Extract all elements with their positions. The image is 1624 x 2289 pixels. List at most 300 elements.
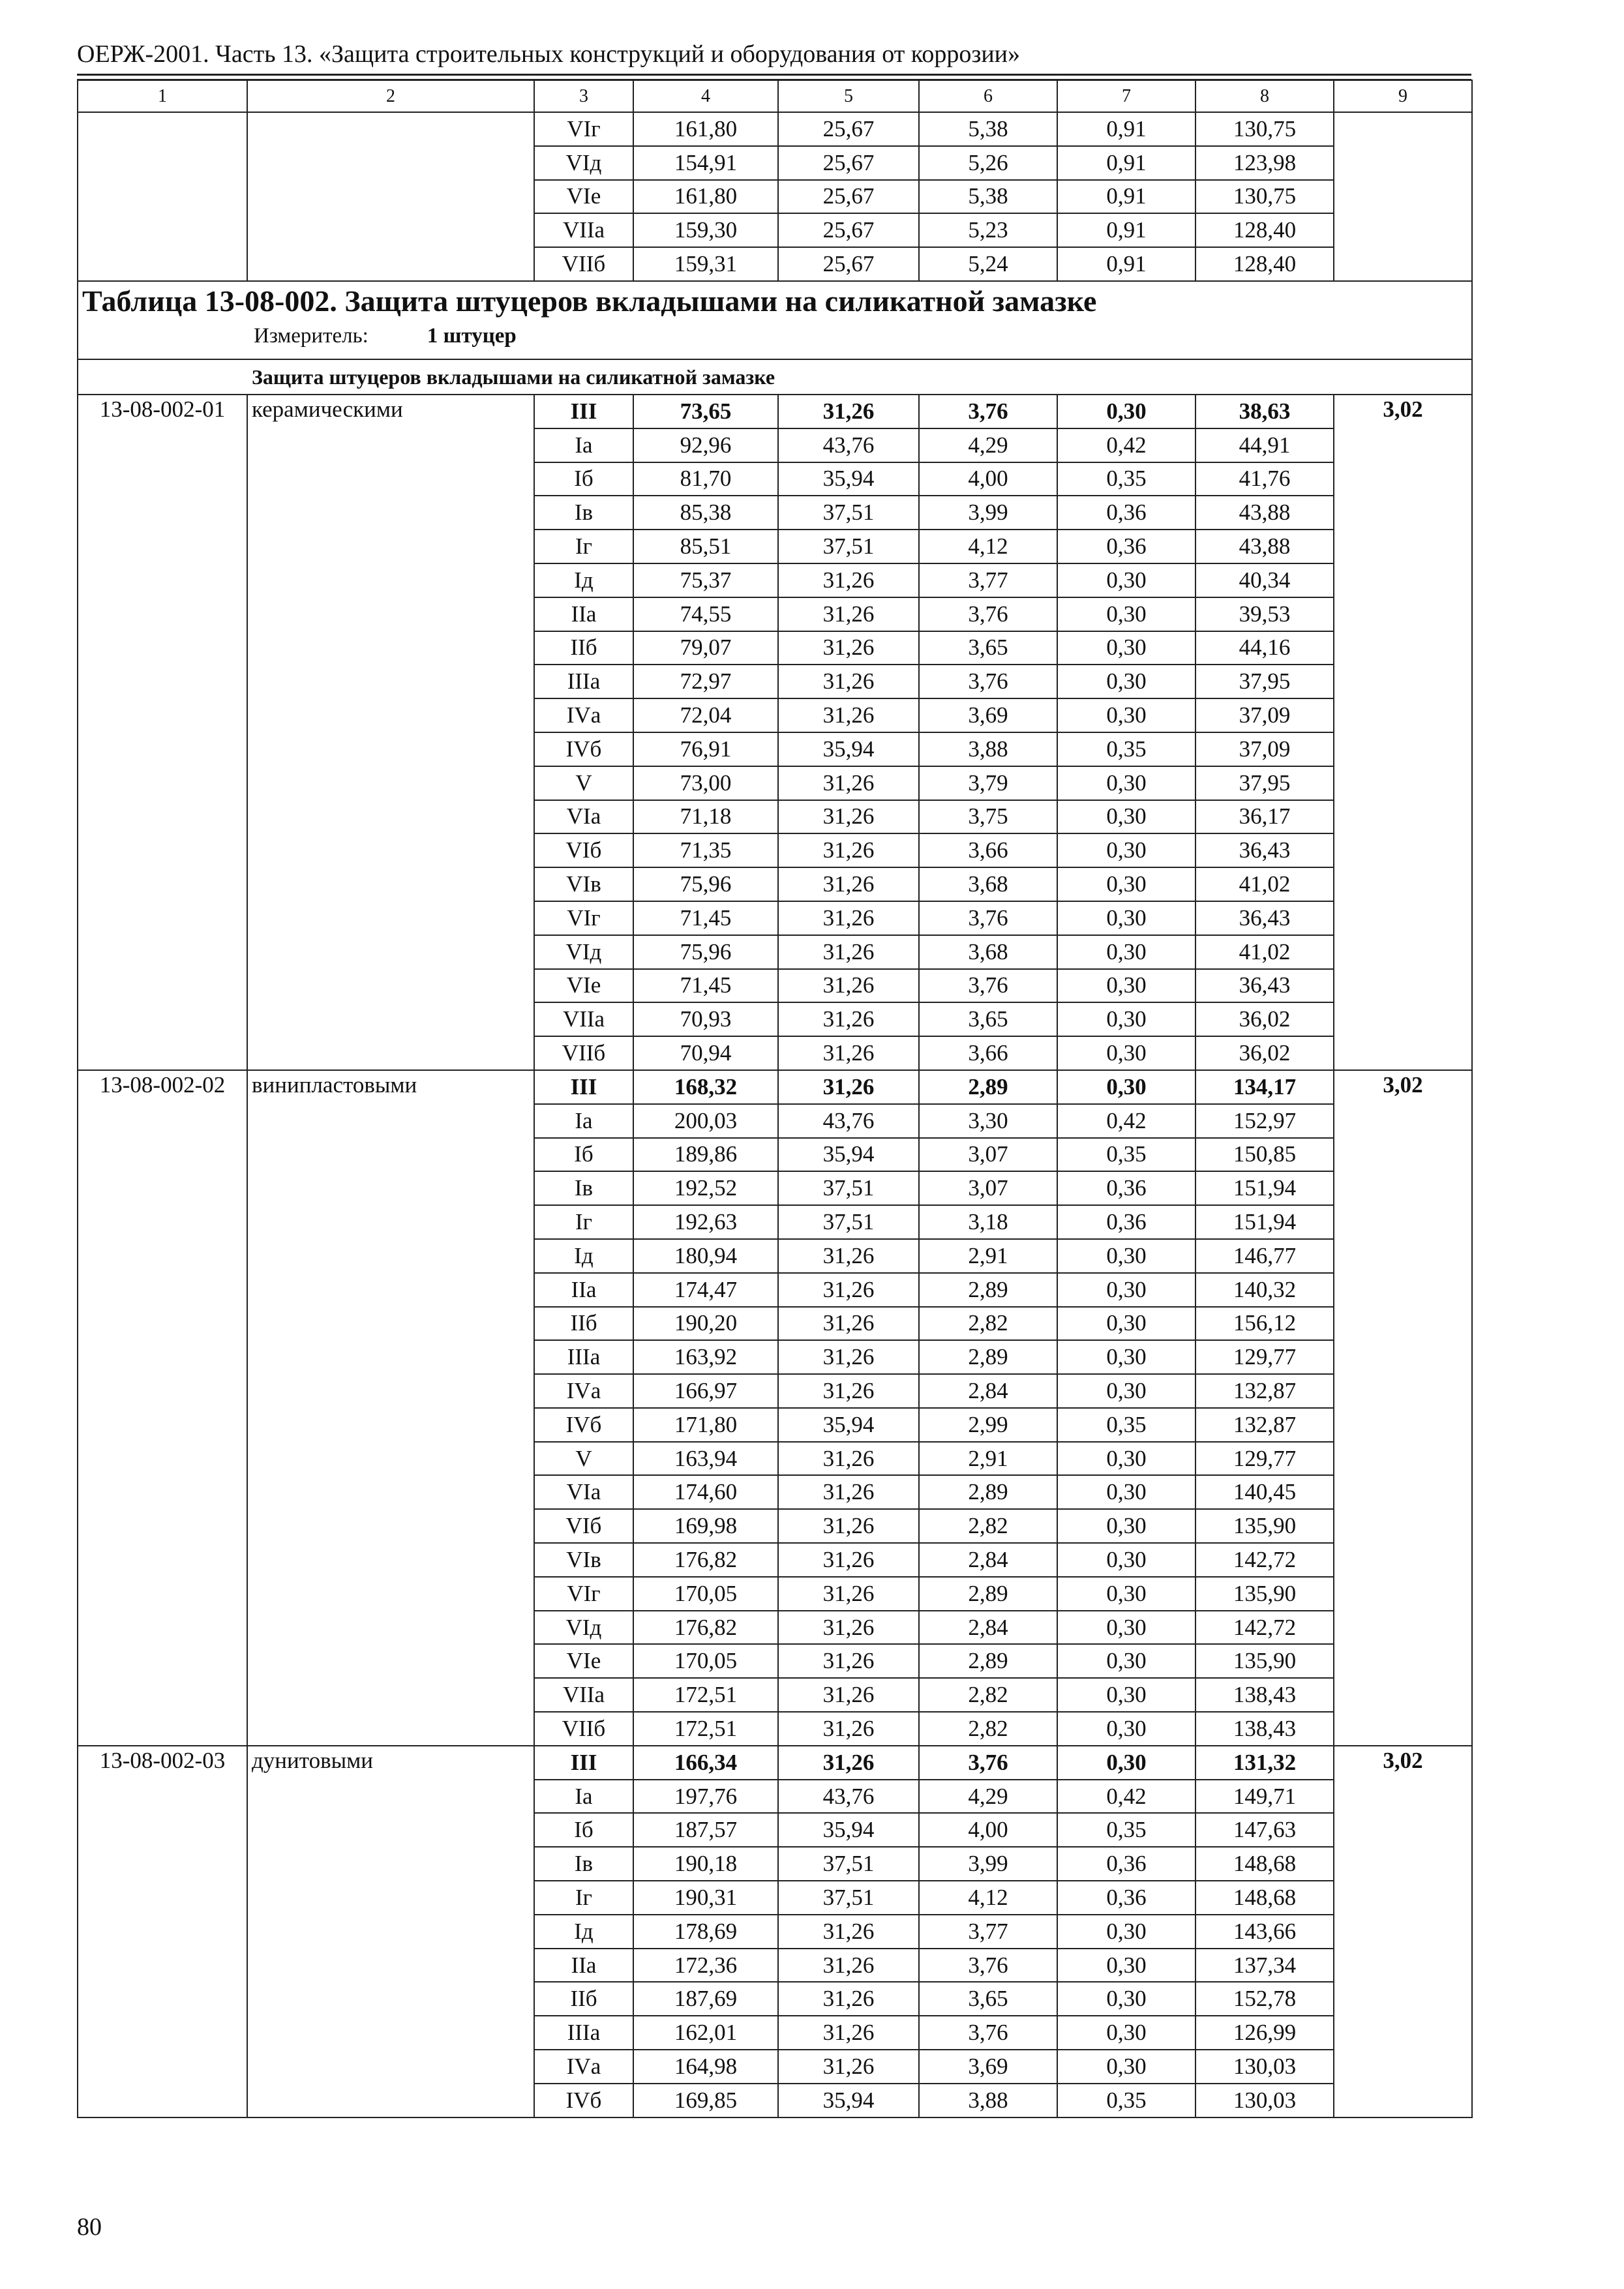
zone-cell: Iб: [534, 1813, 633, 1847]
value-cell: 130,03: [1195, 2050, 1334, 2084]
value-cell: 0,30: [1057, 1915, 1195, 1949]
value-cell: 0,30: [1057, 1611, 1195, 1645]
value-cell: 75,96: [633, 867, 778, 901]
value-cell: 172,51: [633, 1678, 778, 1712]
zone-cell: VIе: [534, 969, 633, 1003]
value-cell: 0,36: [1057, 530, 1195, 563]
value-cell: 142,72: [1195, 1543, 1334, 1577]
value-cell: 0,91: [1057, 146, 1195, 180]
value-cell: 31,26: [778, 1543, 919, 1577]
table-row: [78, 1070, 1472, 1104]
value-cell: 168,32: [633, 1070, 778, 1104]
value-cell: 0,30: [1057, 1273, 1195, 1307]
value-cell: 37,09: [1195, 732, 1334, 766]
value-cell: 35,94: [778, 1408, 919, 1442]
value-cell: 37,51: [778, 496, 919, 530]
value-cell: 174,47: [633, 1273, 778, 1307]
zone-cell: VIг: [534, 112, 633, 146]
value-cell: 0,35: [1057, 2084, 1195, 2117]
value-cell: 3,88: [919, 732, 1057, 766]
value-cell: 123,98: [1195, 146, 1334, 180]
value-cell: 31,26: [778, 1036, 919, 1070]
value-cell: 163,92: [633, 1340, 778, 1374]
table-body: [78, 80, 1472, 2117]
value-cell: 73,65: [633, 395, 778, 428]
value-cell: 3,99: [919, 1847, 1057, 1881]
value-cell: 163,94: [633, 1442, 778, 1476]
value-cell: 164,98: [633, 2050, 778, 2084]
zone-cell: Iв: [534, 496, 633, 530]
value-cell: 5,26: [919, 146, 1057, 180]
value-cell: 0,42: [1057, 1104, 1195, 1138]
value-cell: 3,68: [919, 935, 1057, 969]
zone-cell: IIа: [534, 1949, 633, 1982]
value-cell: 31,26: [778, 1239, 919, 1273]
zone-cell: VIд: [534, 146, 633, 180]
value-cell: 176,82: [633, 1611, 778, 1645]
value-cell: 137,34: [1195, 1949, 1334, 1982]
value-cell: 0,30: [1057, 1442, 1195, 1476]
zone-cell: Iг: [534, 1205, 633, 1239]
rate-name: керамическими: [247, 395, 534, 1070]
zone-cell: VIе: [534, 1644, 633, 1678]
value-cell: 31,26: [778, 1915, 919, 1949]
table-title-row: [78, 281, 1472, 359]
value-cell: 138,43: [1195, 1712, 1334, 1746]
value-cell: 135,90: [1195, 1509, 1334, 1543]
value-cell: 3,76: [919, 1949, 1057, 1982]
value-cell: 134,17: [1195, 1070, 1334, 1104]
value-cell: 161,80: [633, 112, 778, 146]
value-cell: 0,30: [1057, 1678, 1195, 1712]
meter-unit: 1 штуцер: [427, 323, 517, 348]
value-cell: 131,32: [1195, 1746, 1334, 1780]
value-cell: 140,45: [1195, 1475, 1334, 1509]
value-cell: 130,75: [1195, 112, 1334, 146]
value-cell: 85,38: [633, 496, 778, 530]
value-cell: 36,02: [1195, 1002, 1334, 1036]
value-cell: 147,63: [1195, 1813, 1334, 1847]
value-cell: 4,00: [919, 1813, 1057, 1847]
zone-cell: Iд: [534, 1239, 633, 1273]
value-cell: 3,79: [919, 766, 1057, 800]
value-cell: 3,18: [919, 1205, 1057, 1239]
value-cell: 3,76: [919, 597, 1057, 631]
value-cell: 3,65: [919, 631, 1057, 665]
running-header: ОЕРЖ-2001. Часть 13. «Защита строительных конструкций и оборудования от коррозии»: [77, 40, 1021, 68]
zone-cell: VIIб: [534, 247, 633, 281]
value-cell: 43,88: [1195, 496, 1334, 530]
empty-col9-cell: [1334, 112, 1472, 281]
value-cell: 0,42: [1057, 1780, 1195, 1814]
value-cell: 31,26: [778, 1746, 919, 1780]
value-cell: 0,36: [1057, 1881, 1195, 1915]
col9-value: 3,02: [1334, 1746, 1472, 2117]
value-cell: 0,91: [1057, 112, 1195, 146]
value-cell: 2,82: [919, 1712, 1057, 1746]
value-cell: 72,97: [633, 665, 778, 698]
value-cell: 0,36: [1057, 1847, 1195, 1881]
value-cell: 149,71: [1195, 1780, 1334, 1814]
value-cell: 73,00: [633, 766, 778, 800]
zone-cell: VIг: [534, 901, 633, 935]
value-cell: 71,35: [633, 833, 778, 867]
value-cell: 44,91: [1195, 428, 1334, 462]
table-title: Таблица 13-08-002. Защита штуцеров вкладышами на силикатной замазке: [82, 284, 1097, 318]
value-cell: 37,51: [778, 1205, 919, 1239]
value-cell: 74,55: [633, 597, 778, 631]
value-cell: 0,35: [1057, 462, 1195, 496]
value-cell: 31,26: [778, 833, 919, 867]
value-cell: 0,30: [1057, 1070, 1195, 1104]
value-cell: 2,84: [919, 1611, 1057, 1645]
value-cell: 3,66: [919, 1036, 1057, 1070]
column-number-row: [78, 80, 1472, 112]
value-cell: 170,05: [633, 1577, 778, 1611]
value-cell: 3,68: [919, 867, 1057, 901]
value-cell: 31,26: [778, 901, 919, 935]
value-cell: 71,45: [633, 901, 778, 935]
value-cell: 0,30: [1057, 2016, 1195, 2050]
value-cell: 0,35: [1057, 1138, 1195, 1172]
value-cell: 0,30: [1057, 563, 1195, 597]
value-cell: 41,02: [1195, 935, 1334, 969]
zone-cell: VIIб: [534, 1036, 633, 1070]
zone-cell: V: [534, 766, 633, 800]
value-cell: 0,36: [1057, 496, 1195, 530]
value-cell: 143,66: [1195, 1915, 1334, 1949]
zone-cell: IVа: [534, 698, 633, 732]
value-cell: 36,43: [1195, 833, 1334, 867]
column-number: 8: [1195, 80, 1334, 112]
col9-value: 3,02: [1334, 1070, 1472, 1746]
value-cell: 0,30: [1057, 1475, 1195, 1509]
value-cell: 156,12: [1195, 1307, 1334, 1341]
zone-cell: V: [534, 1442, 633, 1476]
value-cell: 31,26: [778, 1273, 919, 1307]
value-cell: 3,30: [919, 1104, 1057, 1138]
value-cell: 31,26: [778, 800, 919, 834]
value-cell: 0,30: [1057, 1644, 1195, 1678]
value-cell: 75,96: [633, 935, 778, 969]
value-cell: 79,07: [633, 631, 778, 665]
value-cell: 4,12: [919, 530, 1057, 563]
value-cell: 0,30: [1057, 1036, 1195, 1070]
value-cell: 4,00: [919, 462, 1057, 496]
value-cell: 2,89: [919, 1577, 1057, 1611]
value-cell: 0,30: [1057, 800, 1195, 834]
zone-cell: Iв: [534, 1847, 633, 1881]
value-cell: 176,82: [633, 1543, 778, 1577]
value-cell: 148,68: [1195, 1881, 1334, 1915]
rate-name: дунитовыми: [247, 1746, 534, 2117]
value-cell: 31,26: [778, 1644, 919, 1678]
value-cell: 5,23: [919, 213, 1057, 247]
value-cell: 35,94: [778, 732, 919, 766]
value-cell: 31,26: [778, 867, 919, 901]
value-cell: 128,40: [1195, 247, 1334, 281]
value-cell: 31,26: [778, 1475, 919, 1509]
value-cell: 37,51: [778, 1171, 919, 1205]
value-cell: 135,90: [1195, 1577, 1334, 1611]
section-heading: Защита штуцеров вкладышами на силикатной замазке: [247, 359, 1472, 395]
value-cell: 43,76: [778, 428, 919, 462]
value-cell: 129,77: [1195, 1442, 1334, 1476]
value-cell: 31,26: [778, 1712, 919, 1746]
value-cell: 152,78: [1195, 1982, 1334, 2016]
zone-cell: IIб: [534, 631, 633, 665]
zone-cell: IVб: [534, 1408, 633, 1442]
meter-label: Измеритель:: [254, 323, 368, 348]
value-cell: 37,51: [778, 1881, 919, 1915]
value-cell: 3,76: [919, 969, 1057, 1003]
value-cell: 36,17: [1195, 800, 1334, 834]
zone-cell: Iд: [534, 563, 633, 597]
zone-cell: Iб: [534, 1138, 633, 1172]
value-cell: 2,99: [919, 1408, 1057, 1442]
value-cell: 3,99: [919, 496, 1057, 530]
value-cell: 3,75: [919, 800, 1057, 834]
value-cell: 0,35: [1057, 1813, 1195, 1847]
value-cell: 36,02: [1195, 1036, 1334, 1070]
value-cell: 174,60: [633, 1475, 778, 1509]
value-cell: 0,91: [1057, 180, 1195, 214]
value-cell: 3,76: [919, 2016, 1057, 2050]
zone-cell: IIб: [534, 1982, 633, 2016]
value-cell: 2,89: [919, 1273, 1057, 1307]
zone-cell: VIIа: [534, 213, 633, 247]
value-cell: 31,26: [778, 631, 919, 665]
value-cell: 180,94: [633, 1239, 778, 1273]
zone-cell: Iа: [534, 1780, 633, 1814]
value-cell: 31,26: [778, 969, 919, 1003]
value-cell: 3,66: [919, 833, 1057, 867]
value-cell: 140,32: [1195, 1273, 1334, 1307]
value-cell: 0,30: [1057, 833, 1195, 867]
value-cell: 135,90: [1195, 1644, 1334, 1678]
value-cell: 3,76: [919, 901, 1057, 935]
value-cell: 3,69: [919, 2050, 1057, 2084]
value-cell: 31,26: [778, 1442, 919, 1476]
value-cell: 75,37: [633, 563, 778, 597]
value-cell: 0,30: [1057, 1307, 1195, 1341]
value-cell: 31,26: [778, 1949, 919, 1982]
value-cell: 0,30: [1057, 1374, 1195, 1408]
value-cell: 187,57: [633, 1813, 778, 1847]
value-cell: 25,67: [778, 247, 919, 281]
value-cell: 71,45: [633, 969, 778, 1003]
value-cell: 37,51: [778, 1847, 919, 1881]
value-cell: 0,91: [1057, 213, 1195, 247]
value-cell: 148,68: [1195, 1847, 1334, 1881]
value-cell: 0,30: [1057, 395, 1195, 428]
value-cell: 171,80: [633, 1408, 778, 1442]
value-cell: 2,82: [919, 1678, 1057, 1712]
value-cell: 31,26: [778, 1509, 919, 1543]
value-cell: 25,67: [778, 146, 919, 180]
value-cell: 197,76: [633, 1780, 778, 1814]
value-cell: 0,30: [1057, 766, 1195, 800]
zone-cell: IVб: [534, 2084, 633, 2117]
col9-value: 3,02: [1334, 395, 1472, 1070]
value-cell: 0,30: [1057, 698, 1195, 732]
value-cell: 132,87: [1195, 1408, 1334, 1442]
value-cell: 2,82: [919, 1307, 1057, 1341]
value-cell: 169,98: [633, 1509, 778, 1543]
value-cell: 172,36: [633, 1949, 778, 1982]
value-cell: 5,38: [919, 180, 1057, 214]
zone-cell: VIг: [534, 1577, 633, 1611]
value-cell: 129,77: [1195, 1340, 1334, 1374]
zone-cell: VIIа: [534, 1002, 633, 1036]
value-cell: 150,85: [1195, 1138, 1334, 1172]
value-cell: 2,89: [919, 1070, 1057, 1104]
value-cell: 3,76: [919, 665, 1057, 698]
value-cell: 35,94: [778, 2084, 919, 2117]
value-cell: 0,30: [1057, 1340, 1195, 1374]
rate-name: винипластовыми: [247, 1070, 534, 1746]
zone-cell: IIIа: [534, 665, 633, 698]
value-cell: 71,18: [633, 800, 778, 834]
value-cell: 40,34: [1195, 563, 1334, 597]
value-cell: 0,30: [1057, 1577, 1195, 1611]
value-cell: 0,30: [1057, 969, 1195, 1003]
column-number: 2: [247, 80, 534, 112]
section-spacer: [78, 359, 247, 395]
value-cell: 159,30: [633, 213, 778, 247]
value-cell: 31,26: [778, 597, 919, 631]
value-cell: 39,53: [1195, 597, 1334, 631]
value-cell: 5,38: [919, 112, 1057, 146]
value-cell: 3,07: [919, 1138, 1057, 1172]
value-cell: 37,51: [778, 530, 919, 563]
zone-cell: Iд: [534, 1915, 633, 1949]
value-cell: 159,31: [633, 247, 778, 281]
value-cell: 3,77: [919, 563, 1057, 597]
value-cell: 35,94: [778, 1138, 919, 1172]
value-cell: 2,89: [919, 1644, 1057, 1678]
value-cell: 130,75: [1195, 180, 1334, 214]
value-cell: 31,26: [778, 1982, 919, 2016]
zone-cell: IIIа: [534, 1340, 633, 1374]
value-cell: 170,05: [633, 1644, 778, 1678]
value-cell: 31,26: [778, 1611, 919, 1645]
zone-cell: VIе: [534, 180, 633, 214]
value-cell: 37,09: [1195, 698, 1334, 732]
value-cell: 4,29: [919, 428, 1057, 462]
zone-cell: Iа: [534, 428, 633, 462]
value-cell: 25,67: [778, 213, 919, 247]
value-cell: 0,30: [1057, 597, 1195, 631]
value-cell: 3,07: [919, 1171, 1057, 1205]
value-cell: 0,30: [1057, 1982, 1195, 2016]
value-cell: 0,91: [1057, 247, 1195, 281]
zone-cell: IVа: [534, 2050, 633, 2084]
value-cell: 0,30: [1057, 1712, 1195, 1746]
value-cell: 152,97: [1195, 1104, 1334, 1138]
value-cell: 31,26: [778, 2016, 919, 2050]
column-number: 6: [919, 80, 1057, 112]
value-cell: 142,72: [1195, 1611, 1334, 1645]
value-cell: 4,29: [919, 1780, 1057, 1814]
column-number: 3: [534, 80, 633, 112]
value-cell: 43,88: [1195, 530, 1334, 563]
value-cell: 35,94: [778, 1813, 919, 1847]
value-cell: 0,30: [1057, 631, 1195, 665]
value-cell: 31,26: [778, 766, 919, 800]
value-cell: 3,76: [919, 1746, 1057, 1780]
zone-cell: III: [534, 1070, 633, 1104]
value-cell: 0,30: [1057, 1239, 1195, 1273]
value-cell: 31,26: [778, 2050, 919, 2084]
value-cell: 128,40: [1195, 213, 1334, 247]
value-cell: 81,70: [633, 462, 778, 496]
value-cell: 3,69: [919, 698, 1057, 732]
value-cell: 3,76: [919, 395, 1057, 428]
zone-cell: Iб: [534, 462, 633, 496]
page-number: 80: [77, 2213, 102, 2241]
value-cell: 85,51: [633, 530, 778, 563]
value-cell: 44,16: [1195, 631, 1334, 665]
value-cell: 178,69: [633, 1915, 778, 1949]
value-cell: 31,26: [778, 395, 919, 428]
rate-code: 13-08-002-01: [78, 395, 247, 1070]
value-cell: 0,30: [1057, 867, 1195, 901]
value-cell: 126,99: [1195, 2016, 1334, 2050]
value-cell: 130,03: [1195, 2084, 1334, 2117]
value-cell: 200,03: [633, 1104, 778, 1138]
value-cell: 43,76: [778, 1780, 919, 1814]
zone-cell: IIа: [534, 1273, 633, 1307]
value-cell: 3,65: [919, 1002, 1057, 1036]
value-cell: 0,30: [1057, 2050, 1195, 2084]
zone-cell: VIа: [534, 1475, 633, 1509]
value-cell: 172,51: [633, 1712, 778, 1746]
value-cell: 2,84: [919, 1543, 1057, 1577]
value-cell: 70,94: [633, 1036, 778, 1070]
value-cell: 154,91: [633, 146, 778, 180]
value-cell: 192,52: [633, 1171, 778, 1205]
value-cell: 38,63: [1195, 395, 1334, 428]
zone-cell: Iв: [534, 1171, 633, 1205]
value-cell: 36,43: [1195, 969, 1334, 1003]
value-cell: 0,36: [1057, 1171, 1195, 1205]
zone-cell: IIIа: [534, 2016, 633, 2050]
empty-code-cell: [78, 112, 247, 281]
value-cell: 31,26: [778, 1577, 919, 1611]
value-cell: 72,04: [633, 698, 778, 732]
value-cell: 166,97: [633, 1374, 778, 1408]
value-cell: 151,94: [1195, 1171, 1334, 1205]
value-cell: 31,26: [778, 698, 919, 732]
value-cell: 190,18: [633, 1847, 778, 1881]
zone-cell: Iа: [534, 1104, 633, 1138]
zone-cell: VIб: [534, 833, 633, 867]
column-number: 9: [1334, 80, 1472, 112]
value-cell: 0,30: [1057, 1746, 1195, 1780]
value-cell: 0,35: [1057, 1408, 1195, 1442]
value-cell: 0,30: [1057, 1543, 1195, 1577]
value-cell: 2,82: [919, 1509, 1057, 1543]
value-cell: 0,42: [1057, 428, 1195, 462]
value-cell: 31,26: [778, 1070, 919, 1104]
value-cell: 92,96: [633, 428, 778, 462]
column-number: 7: [1057, 80, 1195, 112]
value-cell: 43,76: [778, 1104, 919, 1138]
value-cell: 2,91: [919, 1239, 1057, 1273]
value-cell: 4,12: [919, 1881, 1057, 1915]
value-cell: 76,91: [633, 732, 778, 766]
